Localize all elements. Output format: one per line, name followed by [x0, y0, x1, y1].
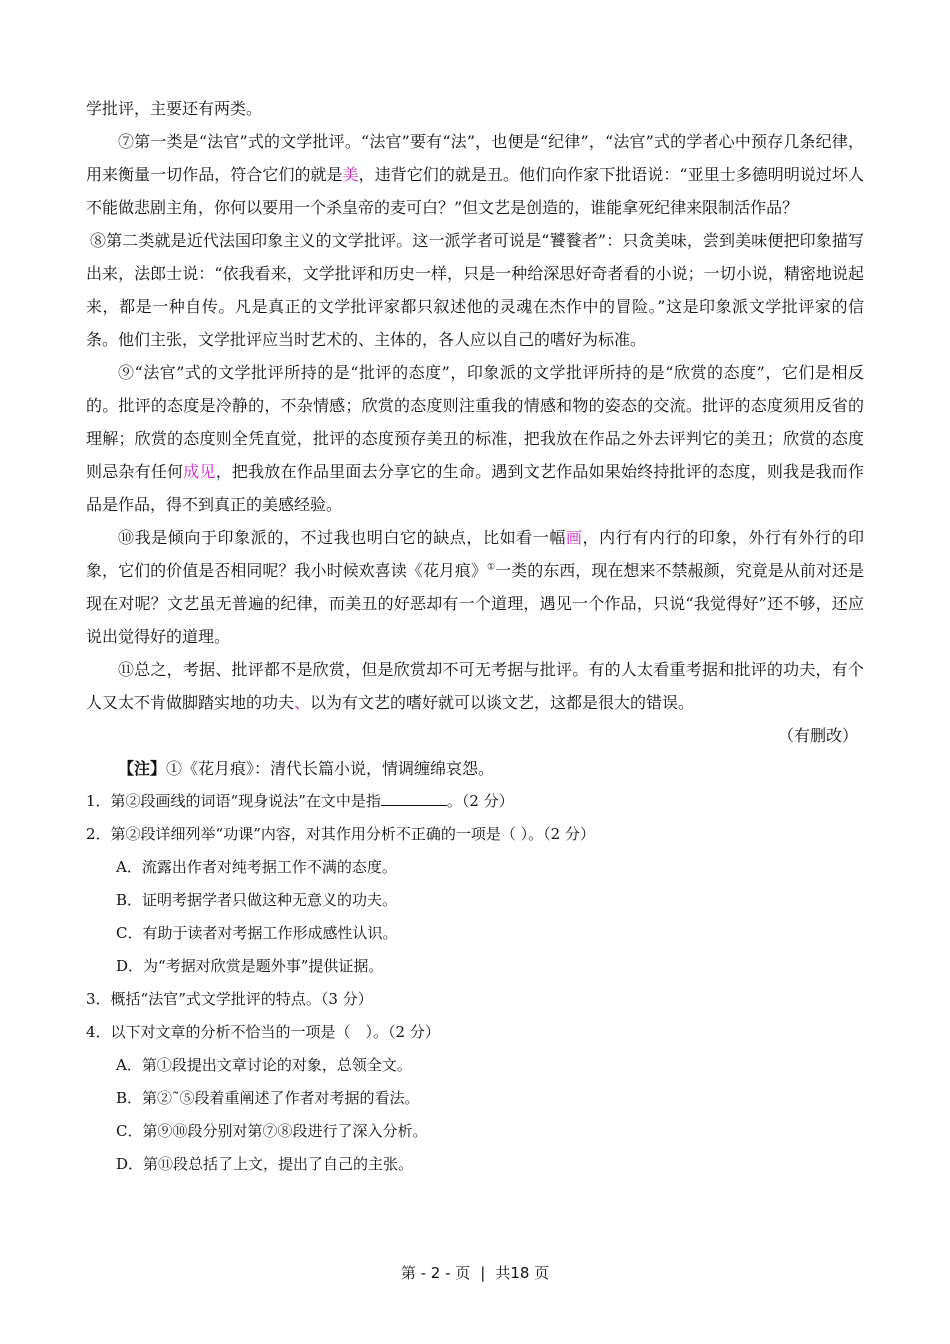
footnote [86, 752, 864, 785]
question-2-option-a: A．流露出作者对纯考据工作不满的态度。 [116, 858, 397, 876]
page-total: 共18 页 [495, 1264, 550, 1282]
question-2-option-c: C．有助于读者对考据工作形成感性认识。 [116, 924, 398, 942]
question-4-option-d: D．第⑪段总括了上文，提出了自己的主张。 [116, 1155, 414, 1173]
paragraph-9: ⑨“法官”式的文学批评所持的是“批评的态度”，印象派的文学批评所持的是“欣赏的态度”，它们是相反的。批评的态度是冷静的，不杂情感；欣赏的态度则注重我的情感和物的姿态的交流。批评的态度须用反省的理解；欣赏的态度则全凭直觉，批评的态度预存美丑的标准，把我放在作品之外去评判它的美丑；欣赏的态度则忌杂有任何成见，把我放在作品里面去分享它的生命。遇到文艺作品如果始终持批评的态度，则我是我而作品是作品，得不到真正的美感经验。 [86, 363, 864, 514]
paragraph-8: ⑧第二类就是近代法国印象主义的文学批评。这一派学者可说是“饕餮者”：只贪美味，尝到美味便把印象描写出来，法郎士说：“依我看来，文学批评和历史一样，只是一种给深思好奇者看的小说；一切小说，精密地说起来，都是一种自传。凡是真正的文学批评家都只叙述他的灵魂在杰作中的冒险。”这是印象派文学批评家的信条。他们主张，文学批评应当时艺术的、主体的，各人应以自己的嗜好为标准。 [86, 231, 864, 349]
question-4-option-c: C．第⑨⑩段分别对第⑦⑧段进行了深入分析。 [116, 1122, 428, 1140]
source-note: （有删改） [777, 726, 858, 745]
highlighted-punctuation: 、 [294, 693, 311, 712]
paragraph-10: ⑩我是倾向于印象派的，不过我也明白它的缺点，比如看一幅画，内行有内行的印象，外行有外行的印象，它们的价值是否相同呢？我小时候欢喜读《花月痕》①一类的东西，现在想来不禁赧颜，究竟是从前对还是现在对呢？文艺虽无普遍的纪律，而美丑的好恶却有一个道理，遇见一个作品，只说“我觉得好”还不够，还应说出觉得好的道理。 [86, 528, 864, 646]
page-footer [0, 1262, 950, 1283]
question-2: 2．第②段详细列举“功课”内容，对其作用分析不正确的一项是（ ）。（2 分） [86, 825, 595, 843]
question-4-option-a: A．第①段提出文章讨论的对象，总领全文。 [116, 1056, 412, 1074]
question-4-option-b: B．第②˜⑤段着重阐述了作者对考据的看法。 [116, 1089, 420, 1107]
paragraph-7: ⑦第一类是“法官”式的文学批评。“法官”要有“法”，也便是“纪律”，“法官”式的学者心中预存几条纪律，用来衡量一切作品，符合它们的就是美，违背它们的就是丑。他们向作家下批语说：“亚里士多德明明说过坏人不能做悲剧主角，你何以要用一个杀皇帝的麦可白？”但文艺是创造的，谁能拿死纪律来限制活作品？ [86, 132, 864, 217]
question-2-option-d: D．为“考据对欣赏是题外事”提供证据。 [116, 957, 384, 975]
question-1: 1．第②段画线的词语“现身说法”在文中是指 。（2 分） [86, 785, 864, 818]
page-number: 第 - 2 - 页 [400, 1264, 471, 1282]
question-3: 3．概括“法官”式文学批评的特点。（3 分） [86, 990, 373, 1008]
answer-blank[interactable] [381, 787, 447, 806]
highlighted-word: 成见 [183, 462, 216, 481]
question-2-option-b: B．证明考据学者只做这种无意义的功夫。 [116, 891, 398, 909]
footer-separator: | [480, 1264, 486, 1282]
paragraph-11: ⑪总之，考据、批评都不是欣赏，但是欣赏却不可无考据与批评。有的人太看重考据和批评的功夫，有个人又太不肯做脚踏实地的功夫、以为有文艺的嗜好就可以谈文艺，这都是很大的错误。 [86, 660, 864, 712]
document-body [86, 92, 864, 1181]
footnote-label: 【注】 [118, 759, 167, 778]
question-4: 4．以下对文章的分析不恰当的一项是（ ）。（2 分） [86, 1023, 440, 1041]
footnote-text: ①《花月痕》：清代长篇小说，情调缠绵哀怨。 [166, 759, 495, 778]
footnote-marker: ① [487, 562, 496, 573]
paragraph-continued: 学批评，主要还有两类。 [86, 99, 263, 118]
highlighted-word: 美 [342, 165, 359, 184]
highlighted-word: 画 [565, 528, 583, 547]
